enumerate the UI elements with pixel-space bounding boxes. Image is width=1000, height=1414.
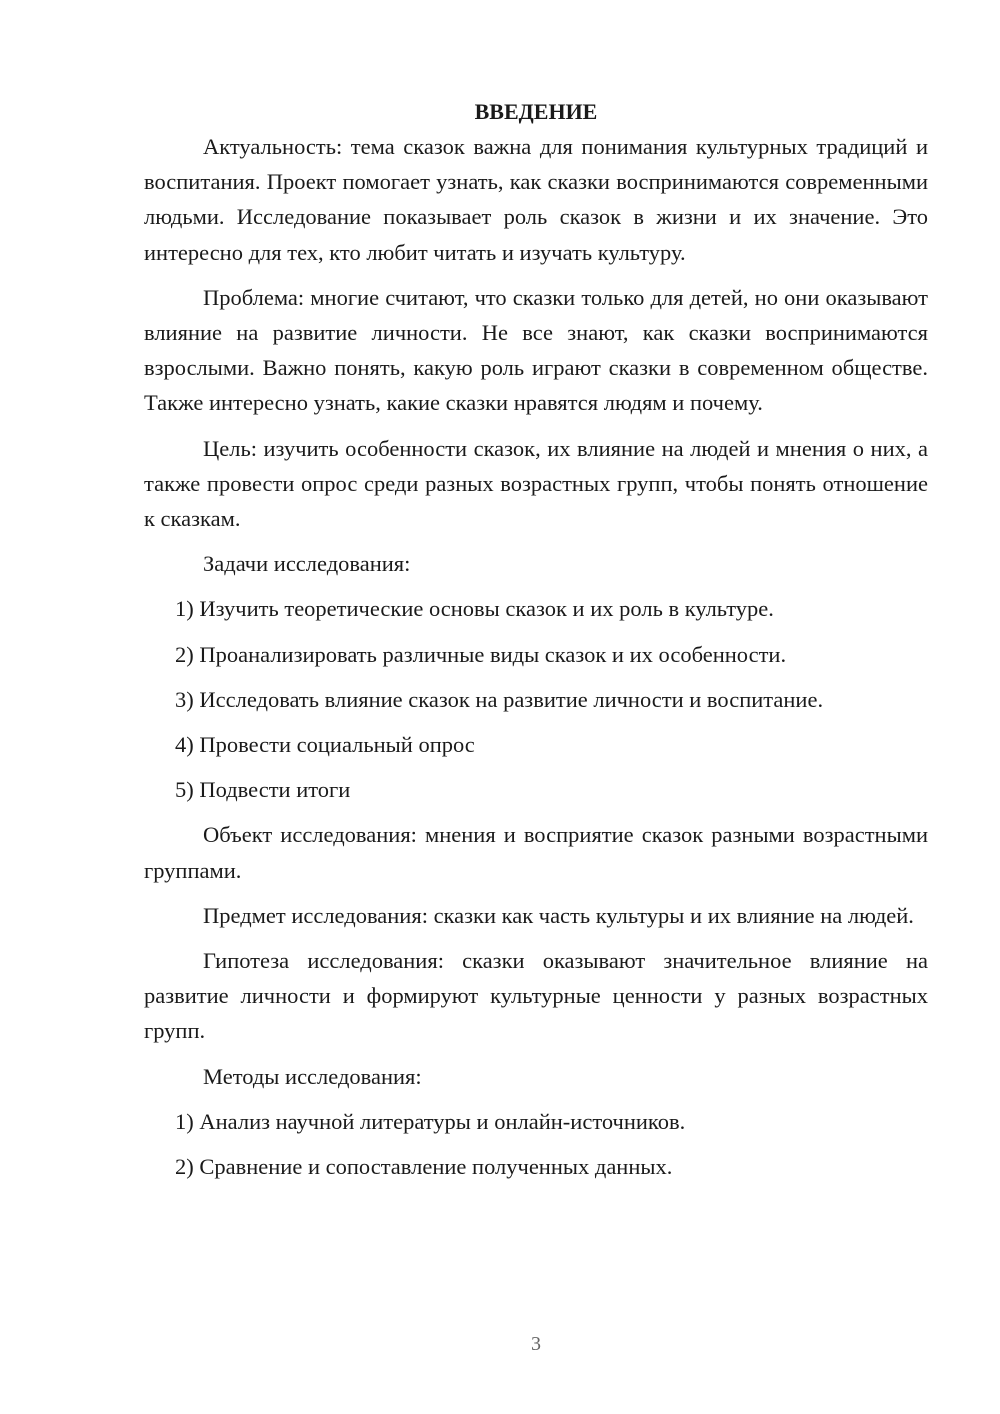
task-item: 4) Провести социальный опрос [175, 732, 475, 758]
relevance-paragraph: Актуальность: тема сказок важна для понимания культурных традиций и воспитания. Проект помогает узнать, как сказки воспринимаются современными людьми. Исследование показывает роль сказок в жизни и их значение. Это интересно для тех, кто любит читать и изучать культуру. [144, 134, 928, 265]
task-item: 3) Исследовать влияние сказок на развитие личности и воспитание. [175, 686, 824, 712]
object-paragraph: Объект исследования: мнения и восприятие сказок разными возрастными группами. [144, 822, 928, 883]
section-title: ВВЕДЕНИЕ [474, 99, 598, 124]
task-item: 5) Подвести итоги [175, 777, 351, 803]
document-page [144, 94, 928, 1194]
subject-paragraph: Предмет исследования: сказки как часть культуры и их влияние на людей. [203, 902, 914, 928]
task-item: 1) Изучить теоретические основы сказок и их роль в культуре. [175, 596, 774, 622]
method-item: 2) Сравнение и сопоставление полученных данных. [175, 1154, 673, 1180]
goal-paragraph: Цель: изучить особенности сказок, их влияние на людей и мнения о них, а также провести опрос среди разных возрастных групп, чтобы понять отношение к сказкам. [144, 435, 928, 532]
problem-paragraph: Проблема: многие считают, что сказки только для детей, но они оказывают влияние на развитие личности. Не все знают, как сказки воспринимаются взрослыми. Важно понять, какую роль играют сказки в современном обществе. Также интересно узнать, какие сказки нравятся людям и почему. [144, 284, 928, 416]
method-item: 1) Анализ научной литературы и онлайн-источников. [175, 1108, 686, 1134]
methods-heading: Методы исследования: [203, 1063, 422, 1089]
task-item: 2) Проанализировать различные виды сказок и их особенности. [175, 641, 787, 667]
page-number: 3 [531, 1333, 541, 1355]
hypothesis-paragraph: Гипотеза исследования: сказки оказывают значительное влияние на развитие личности и формируют культурные ценности у разных возрастных групп. [144, 948, 928, 1044]
tasks-heading: Задачи исследования: [203, 551, 411, 577]
